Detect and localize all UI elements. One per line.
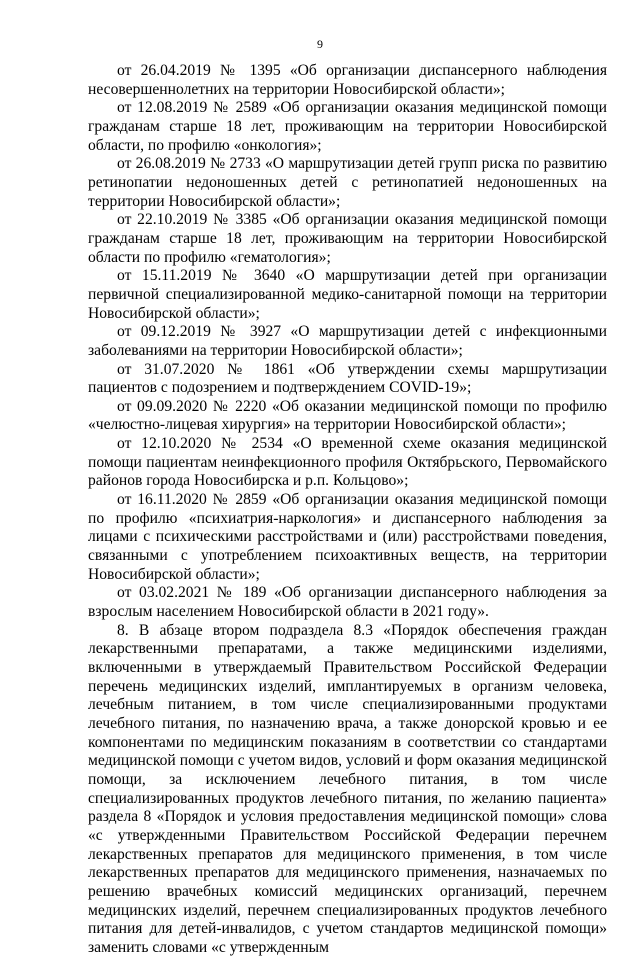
- paragraph-order-1395: от 26.04.2019 № 1395 «Об организации диспансерного наблюдения несовершеннолетних на территории Новосибирской области»;: [88, 62, 607, 98]
- paragraph-item-8: 8. В абзаце втором подраздела 8.3 «Порядок обеспечения граждан лекарственными препаратами, а также медицинскими изделиями, включенными в утверждаемый Правительством Российской Федерации перечень медицинских изделий, имплантируемых в организм человека, лечебным питанием, в том числе специализированными продуктами лечебного питания, по назначению врача, а также донорской кровью и ее компонентами по медицинским показаниям в соответствии со стандартами медицинской помощи с учетом видов, условий и форм оказания медицинской помощи, за исключением лечебного питания, в том числе специализированных продуктов лечебного питания, по желанию пациента» раздела 8 «Порядок и условия предоставления медицинской помощи» слова «с утвержденными Правительством Российской Федерации перечнем лекарственных препаратов для медицинского применения, в том числе лекарственных препаратов для медицинского применения, назначаемых по решению врачебных комиссий медицинских организаций, перечнем медицинских изделий, перечнем специализированных продуктов лечебного питания для детей-инвалидов, с учетом стандартов медицинской помощи» заменить словами «с утвержденным: [88, 621, 607, 956]
- paragraph-order-2859: от 16.11.2020 № 2859 «Об организации оказания медицинской помощи по профилю «психиатрия-наркология» и диспансерного наблюдения за лицами с психическими расстройствами и (или) расстройствами поведения, связанными с употреблением психоактивных веществ, на территории Новосибирской области»;: [88, 491, 607, 583]
- document-body: [88, 62, 607, 958]
- paragraph-order-2733: от 26.08.2019 № 2733 «О маршрутизации детей групп риска по развитию ретинопатии недоношенных детей с ретинопатией недоношенных на территории Новосибирской области»;: [88, 155, 607, 210]
- paragraph-order-2220: от 09.09.2020 № 2220 «Об оказании медицинской помощи по профилю «челюстно-лицевая хирургия» на территории Новосибирской области»;: [88, 397, 607, 434]
- page-number: 9: [317, 37, 323, 51]
- paragraph-order-3927: от 09.12.2019 № 3927 «О маршрутизации детей с инфекционными заболеваниями на территории Новосибирской области»;: [88, 323, 607, 359]
- paragraph-order-3640: от 15.11.2019 № 3640 «О маршрутизации детей при организации первичной специализированной медико-санитарной помощи на территории Новосибирской области»;: [88, 267, 607, 322]
- paragraph-order-3385: от 22.10.2019 № 3385 «Об организации оказания медицинской помощи гражданам старше 18 лет, проживающим на территории Новосибирской области по профилю «гематология»;: [88, 211, 607, 266]
- paragraph-order-1861: от 31.07.2020 № 1861 «Об утверждении схемы маршрутизации пациентов с подозрением и подтверждением COVID-19»;: [88, 360, 607, 397]
- paragraph-order-2534: от 12.10.2020 № 2534 «О временной схеме оказания медицинской помощи пациентам неинфекционного профиля Октябрьского, Первомайского районов города Новосибирска и р.п. Кольцово»;: [88, 435, 607, 490]
- paragraph-order-2589: от 12.08.2019 № 2589 «Об организации оказания медицинской помощи гражданам старше 18 лет, проживающим на территории Новосибирской области, по профилю «онкология»;: [88, 99, 607, 154]
- paragraph-order-189: от 03.02.2021 № 189 «Об организации диспансерного наблюдения за взрослым населением Новосибирской области в 2021 году».: [88, 584, 607, 621]
